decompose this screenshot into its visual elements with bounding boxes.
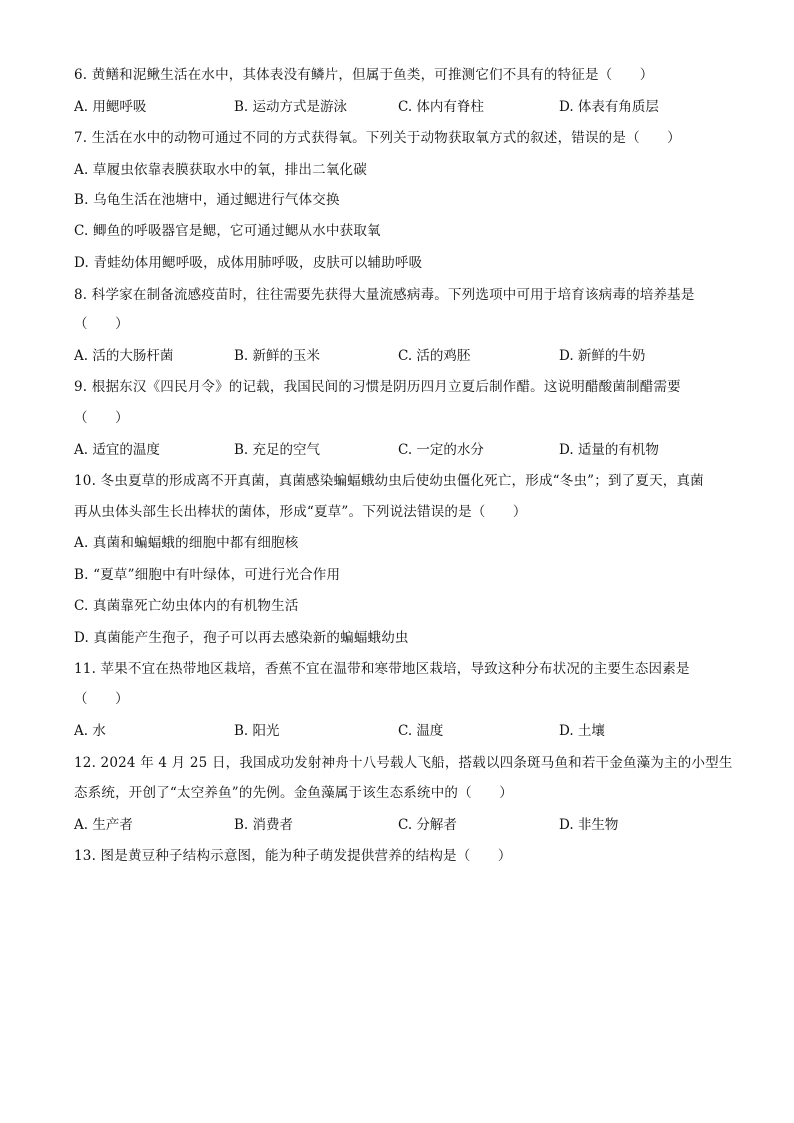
question-10-option-b: B. “夏草”细胞中有叶绿体，可进行光合作用: [74, 567, 341, 583]
option-c: C. 温度: [398, 723, 444, 739]
option-d: D. 非生物: [559, 817, 619, 833]
option-c: C. 体内有脊柱: [398, 99, 484, 115]
option-a: A. 用鳃呼吸: [74, 99, 147, 115]
question-10-stem-line-1: 10. 冬虫夏草的形成离不开真菌，真菌感染蝙蝠蛾幼虫后使幼虫僵化死亡，形成“冬虫”；到了夏天，真菌: [74, 473, 704, 489]
option-b: B. 新鲜的玉米: [234, 348, 321, 364]
option-b: B. 阳光: [234, 723, 280, 739]
question-10-option-a: A. 真菌和蝙蝠蛾的细胞中都有细胞核: [74, 535, 299, 551]
question-11-options: [74, 721, 724, 741]
question-11-answer-blank: （ ）: [74, 691, 129, 707]
question-8-stem: 8. 科学家在制备流感疫苗时，往往需要先获得大量流感病毒。下列选项中可用于培育该病毒的培养基是: [74, 287, 695, 303]
question-12-stem-line-1: 12. 2024 年 4 月 25 日，我国成功发射神舟十八号载人飞船，搭载以四条斑马鱼和若干金鱼藻为主的小型生: [74, 755, 733, 771]
question-11-stem: 11. 苹果不宜在热带地区栽培，香蕉不宜在温带和寒带地区栽培，导致这种分布状况的主要生态因素是: [74, 661, 690, 677]
question-6-stem: 6. 黄鳝和泥鳅生活在水中，其体表没有鳞片，但属于鱼类，可推测它们不具有的特征是（ ）: [74, 67, 654, 83]
question-12-stem-line-2: 态系统，开创了“太空养鱼”的先例。金鱼藻属于该生态系统中的（ ）: [74, 785, 513, 801]
question-13-stem: 13. 图是黄豆种子结构示意图，能为种子萌发提供营养的结构是（ ）: [74, 848, 512, 864]
option-c: C. 活的鸡胚: [398, 348, 471, 364]
question-10-option-d: D. 真菌能产生孢子，孢子可以再去感染新的蝙蝠蛾幼虫: [74, 630, 409, 646]
question-8-options: [74, 346, 724, 366]
option-a: A. 水: [74, 723, 106, 739]
question-7-stem: 7. 生活在水中的动物可通过不同的方式获得氧。下列关于动物获取氧方式的叙述，错误的是（ ）: [74, 130, 681, 146]
option-c: C. 一定的水分: [398, 442, 484, 458]
question-7-option-c: C. 鲫鱼的呼吸器官是鳃，它可通过鳃从水中获取氧: [74, 223, 381, 239]
question-10-stem-line-2: 再从虫体头部生长出棒状的菌体，形成“夏草”。下列说法错误的是（ ）: [74, 504, 527, 520]
option-b: B. 充足的空气: [234, 442, 321, 458]
question-9-options: [74, 440, 724, 460]
option-d: D. 新鲜的牛奶: [559, 348, 646, 364]
question-7-option-a: A. 草履虫依靠表膜获取水中的氧，排出二氧化碳: [74, 162, 367, 178]
question-12-options: [74, 815, 724, 835]
option-c: C. 分解者: [398, 817, 457, 833]
option-d: D. 适量的有机物: [559, 442, 659, 458]
question-7-option-b: B. 乌龟生活在池塘中，通过鳃进行气体交换: [74, 192, 340, 208]
option-a: A. 活的大肠杆菌: [74, 348, 174, 364]
question-8-answer-blank: （ ）: [74, 316, 129, 332]
question-9-answer-blank: （ ）: [74, 410, 129, 426]
question-6-options: [74, 97, 724, 117]
question-9-stem: 9. 根据东汉《四民月令》的记载，我国民间的习惯是阴历四月立夏后制作醋。这说明醋酸菌制醋需要: [74, 379, 681, 395]
question-10-option-c: C. 真菌靠死亡幼虫体内的有机物生活: [74, 598, 299, 614]
option-b: B. 运动方式是游泳: [234, 99, 348, 115]
option-d: D. 体表有角质层: [559, 99, 659, 115]
question-7-option-d: D. 青蛙幼体用鳃呼吸，成体用肺呼吸，皮肤可以辅助呼吸: [74, 255, 423, 271]
option-d: D. 土壤: [559, 723, 605, 739]
option-a: A. 适宜的温度: [74, 442, 160, 458]
option-b: B. 消费者: [234, 817, 294, 833]
option-a: A. 生产者: [74, 817, 133, 833]
